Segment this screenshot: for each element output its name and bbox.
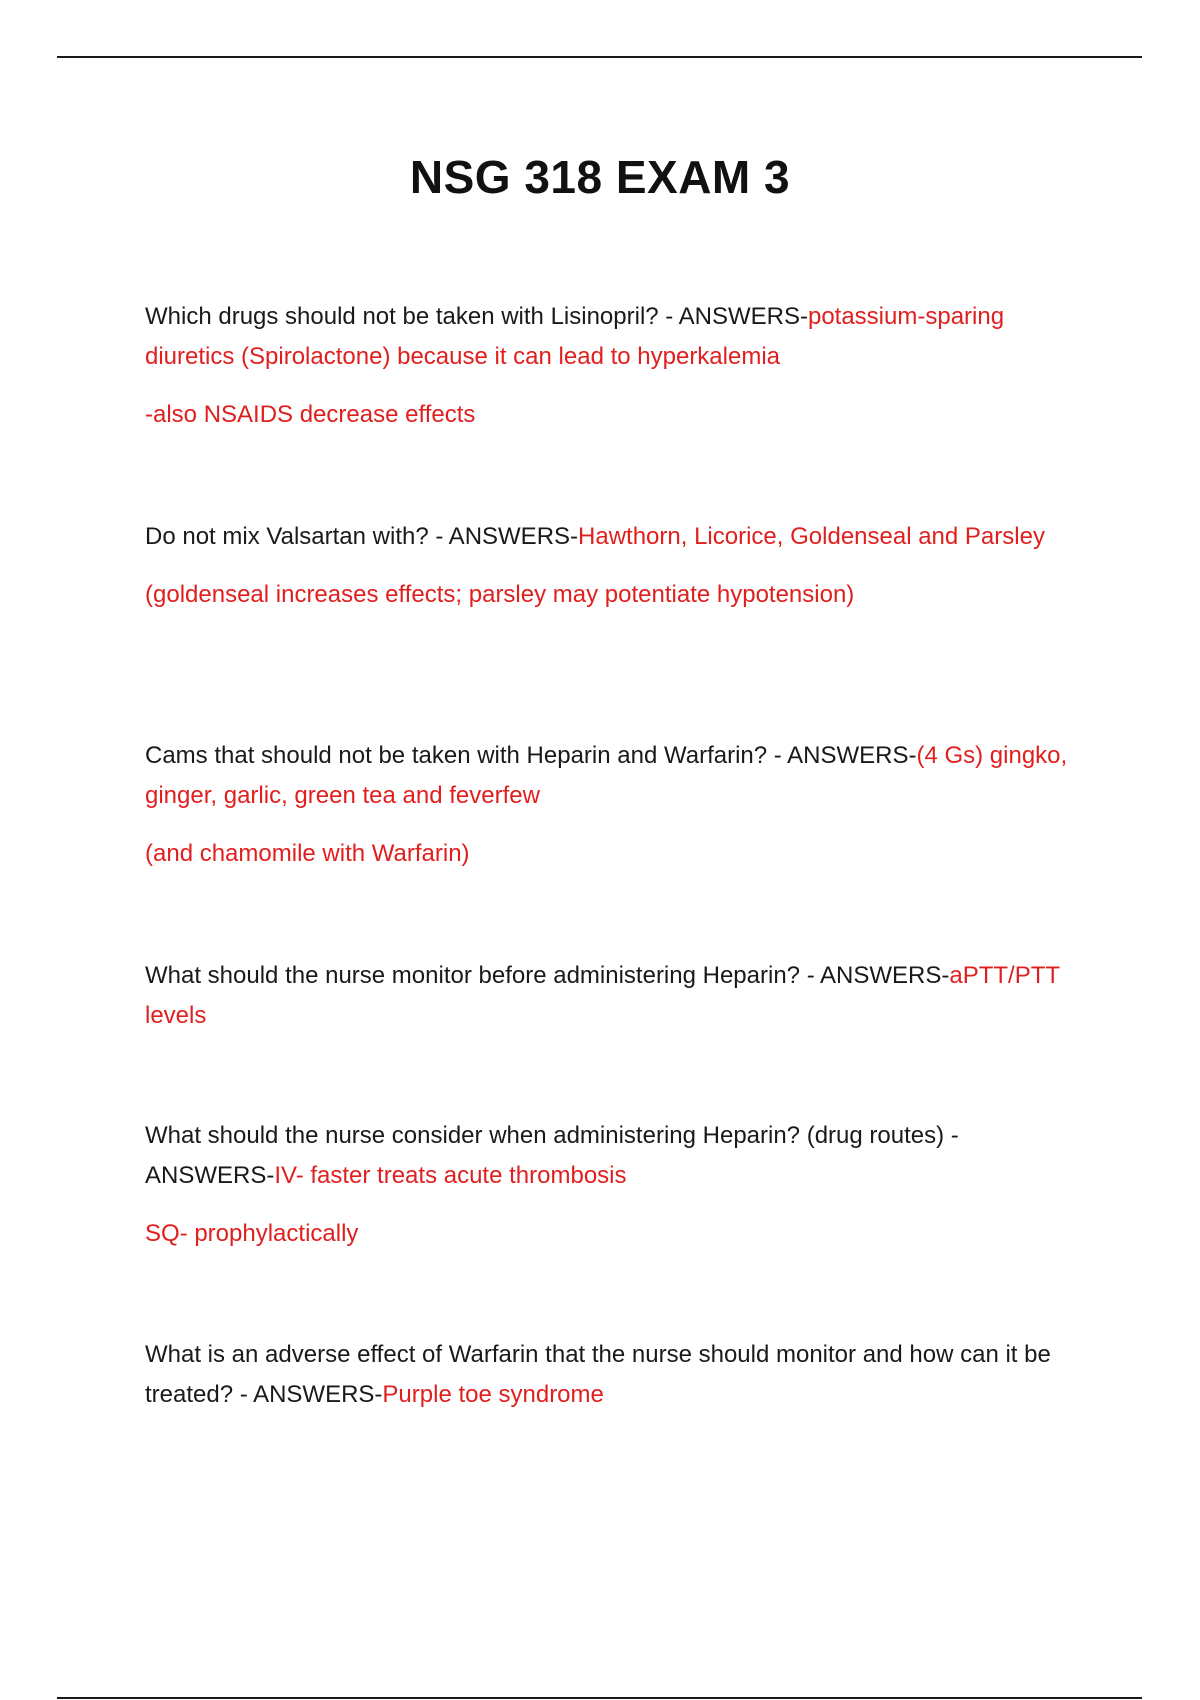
top-rule	[57, 56, 1142, 58]
answer-note: (goldenseal increases effects; parsley may potentiate hypotension)	[145, 581, 855, 608]
qa-item-5	[145, 1116, 1085, 1254]
qa-paragraph	[145, 1335, 1085, 1415]
question-text: What is an adverse effect of Warfarin that the nurse should monitor and how can it be treated? - ANSWERS-	[145, 1341, 1051, 1408]
answer-text: (4 Gs) gingko, ginger, garlic, green tea and feverfew	[145, 742, 1068, 809]
answer-text: IV- faster treats acute thrombosis	[274, 1162, 627, 1189]
answer-note: (and chamomile with Warfarin)	[145, 840, 470, 867]
qa-paragraph	[145, 736, 1085, 816]
answer-text: Hawthorn, Licorice, Goldenseal and Parsley	[578, 523, 1045, 550]
answer-note: -also NSAIDS decrease effects	[145, 401, 476, 428]
answer-note: SQ- prophylactically	[145, 1220, 359, 1247]
question-text: Cams that should not be taken with Heparin and Warfarin? - ANSWERS-	[145, 742, 917, 769]
qa-item-2	[145, 517, 1085, 615]
question-text: What should the nurse consider when administering Heparin? (drug routes) - ANSWERS-	[145, 1122, 959, 1189]
qa-item-6	[145, 1335, 1085, 1415]
question-text: Which drugs should not be taken with Lisinopril? - ANSWERS-	[145, 303, 808, 330]
bottom-rule	[57, 1697, 1142, 1699]
qa-item-1	[145, 297, 1085, 435]
answer-text: Purple toe syndrome	[382, 1381, 604, 1408]
qa-item-4	[145, 956, 1085, 1036]
question-text: What should the nurse monitor before administering Heparin? - ANSWERS-	[145, 962, 950, 989]
qa-item-3	[145, 736, 1085, 874]
qa-paragraph	[145, 297, 1085, 377]
qa-paragraph	[145, 956, 1085, 1036]
answer-text: potassium-sparing diuretics (Spirolactone) because it can lead to hyperkalemia	[145, 303, 1005, 370]
page-title: NSG 318 EXAM 3	[409, 151, 791, 203]
qa-paragraph	[145, 517, 1085, 557]
question-text: Do not mix Valsartan with? - ANSWERS-	[145, 523, 579, 550]
qa-paragraph	[145, 1116, 1085, 1196]
answer-text: aPTT/PTT levels	[145, 962, 1060, 1029]
